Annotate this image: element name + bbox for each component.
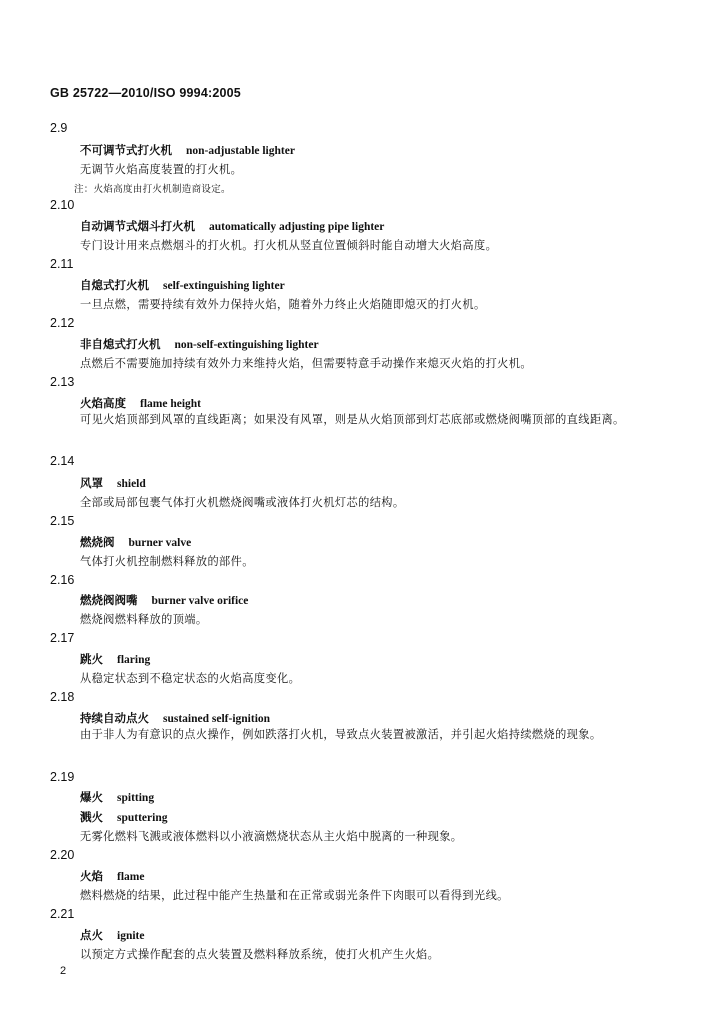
- term-chinese: 燃烧阀阀嘴: [80, 593, 138, 607]
- term-chinese: 火焰高度: [80, 396, 126, 410]
- term-heading: [80, 592, 248, 608]
- term-definition: 由于非人为有意识的点火操作，例如跌落打火机，导致点火装置被激活，并引起火焰持续燃烧的现象。: [80, 728, 602, 741]
- term-heading: [80, 336, 319, 352]
- standard-header: GB 25722—2010/ISO 9994:2005: [50, 86, 241, 100]
- term-chinese: 点火: [80, 928, 103, 942]
- term-chinese: 自熄式打火机: [80, 278, 149, 292]
- term-note: 注：火焰高度由打火机制造商设定。: [74, 184, 231, 195]
- page-number: 2: [60, 965, 67, 977]
- term-definition: 专门设计用来点燃烟斗的打火机。打火机从竖直位置倾斜时能自动增大火焰高度。: [80, 239, 498, 252]
- term-chinese: 跳火: [80, 652, 103, 666]
- term-definition: 无雾化燃料飞溅或液体燃料以小液滴燃烧状态从主火焰中脱离的一种现象。: [80, 830, 463, 843]
- term-english: non-adjustable lighter: [186, 145, 295, 157]
- term-chinese: 火焰: [80, 869, 103, 883]
- clause-number: 2.10: [50, 198, 75, 212]
- term-definition: 全部或局部包裹气体打火机燃烧阀嘴或液体打火机灯芯的结构。: [80, 496, 405, 509]
- clause-number: 2.12: [50, 316, 75, 330]
- term-chinese: 燃烧阀: [80, 535, 115, 549]
- term-heading: [80, 534, 191, 550]
- term-english: self-extinguishing lighter: [163, 280, 285, 292]
- clause-number: 2.11: [50, 257, 74, 271]
- term-english: flame: [117, 871, 145, 883]
- term-heading: [80, 475, 146, 491]
- clause-number: 2.20: [50, 848, 75, 862]
- term-heading-alternate: [80, 809, 167, 825]
- term-heading: [80, 868, 144, 884]
- term-english: spitting: [117, 792, 155, 804]
- clause-number: 2.13: [50, 375, 75, 389]
- term-english: shield: [117, 478, 146, 490]
- term-chinese: 自动调节式烟斗打火机: [80, 219, 195, 233]
- term-definition: 燃料燃烧的结果，此过程中能产生热量和在正常或弱光条件下肉眼可以看得到光线。: [80, 889, 509, 902]
- term-chinese: 非自熄式打火机: [80, 337, 161, 351]
- term-definition: 无调节火焰高度装置的打火机。: [80, 163, 243, 176]
- term-chinese: 溅火: [80, 810, 103, 824]
- term-chinese: 持续自动点火: [80, 711, 149, 725]
- clause-number: 2.19: [50, 770, 75, 784]
- term-definition: 可见火焰顶部到风罩的直线距离；如果没有风罩，则是从火焰顶部到灯芯底部或燃烧阀嘴顶部的直线距离。: [80, 413, 625, 426]
- term-heading: [80, 651, 150, 667]
- term-chinese: 风罩: [80, 476, 103, 490]
- clause-number: 2.21: [50, 907, 75, 921]
- term-english: sustained self-ignition: [163, 713, 271, 725]
- term-english: burner valve: [128, 537, 192, 549]
- clause-number: 2.9: [50, 121, 68, 135]
- term-english: ignite: [117, 930, 145, 942]
- term-heading: [80, 927, 144, 943]
- term-chinese: 爆火: [80, 790, 103, 804]
- term-english: burner valve orifice: [151, 595, 249, 607]
- term-heading: [80, 789, 154, 805]
- clause-number: 2.16: [50, 573, 75, 587]
- term-definition: 点燃后不需要施加持续有效外力来维持火焰，但需要特意手动操作来熄灭火焰的打火机。: [80, 357, 532, 370]
- term-heading: [80, 277, 285, 293]
- term-english: flaring: [117, 654, 151, 666]
- term-heading: [80, 142, 295, 158]
- term-english: flame height: [140, 398, 202, 410]
- term-definition: 气体打火机控制燃料释放的部件。: [80, 555, 254, 568]
- term-chinese: 不可调节式打火机: [80, 143, 172, 157]
- term-english: sputtering: [117, 812, 168, 824]
- term-definition: 一旦点燃，需要持续有效外力保持火焰，随着外力终止火焰随即熄灭的打火机。: [80, 298, 486, 311]
- clause-number: 2.15: [50, 514, 75, 528]
- clause-number: 2.14: [50, 454, 75, 468]
- term-heading: [80, 218, 384, 234]
- term-english: automatically adjusting pipe lighter: [209, 221, 385, 233]
- term-definition: 从稳定状态到不稳定状态的火焰高度变化。: [80, 672, 301, 685]
- term-english: non-self-extinguishing lighter: [174, 339, 319, 351]
- clause-number: 2.17: [50, 631, 75, 645]
- clause-number: 2.18: [50, 690, 75, 704]
- term-definition: 以预定方式操作配套的点火装置及燃料释放系统，使打火机产生火焰。: [80, 948, 440, 961]
- term-definition: 燃烧阀燃料释放的顶端。: [80, 613, 208, 626]
